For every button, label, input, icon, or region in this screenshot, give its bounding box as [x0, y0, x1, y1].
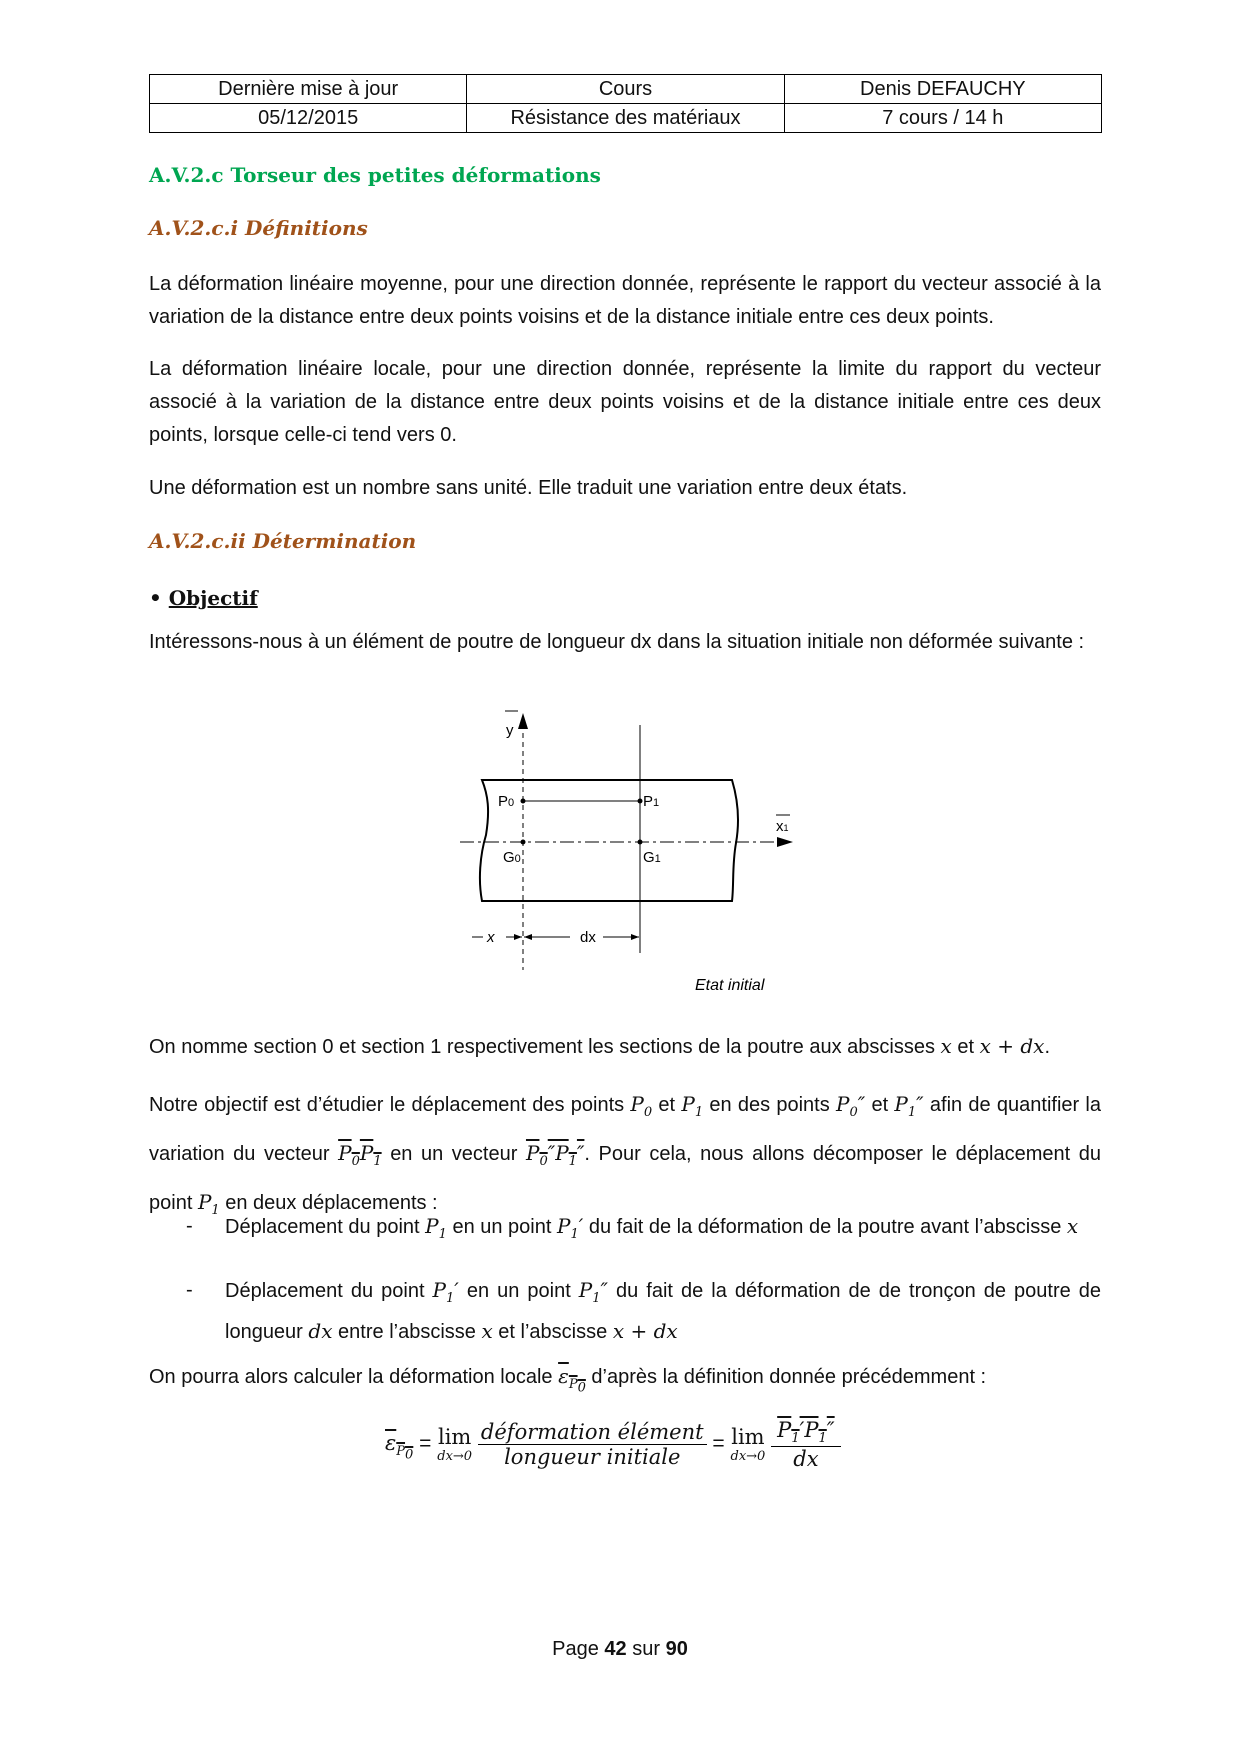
paragraph: Une déformation est un nombre sans unité. Elle traduit une variation entre deux états.: [149, 477, 908, 499]
objectif-heading: • Objectif: [149, 586, 258, 610]
header-cell: Dernière mise à jour: [150, 75, 467, 104]
beam-outline: [480, 780, 738, 901]
header-table: [149, 74, 1102, 133]
point-p0: [521, 799, 526, 804]
x-axis-label: x1: [776, 818, 789, 835]
page-footer: Page 42 sur 90: [552, 1638, 688, 1660]
subsection-heading-determination: A.V.2.c.ii Détermination: [149, 529, 417, 553]
point-g0: [521, 840, 526, 845]
header-cell: Denis DEFAUCHY: [784, 75, 1101, 104]
paragraph-calc: On pourra alors calculer la déformation locale $\varepsilon_{P_0}$ d’après la définition donnée précédemment :: [149, 1364, 987, 1396]
beam-diagram: [450, 705, 810, 1005]
g1-label: G1: [643, 849, 661, 866]
paragraph: La déformation linéaire locale, pour une direction donnée, représente la limite du rapport du vecteur associé à la variation de la distance entre deux points voisins et de la distance initiale entre ces deux points, lorsque celle-ci tend vers 0.: [149, 358, 1101, 446]
dx-dimension-label: dx: [580, 929, 596, 946]
paragraph-sections: On nomme section 0 et section 1 respectivement les sections de la poutre aux abscisses x et x + dx.: [149, 1034, 1050, 1058]
section-heading: A.V.2.c Torseur des petites déformations: [149, 163, 601, 187]
subsection-heading-definitions: A.V.2.c.i Définitions: [149, 216, 368, 240]
p1-label: P1: [643, 793, 660, 810]
header-cell: 7 cours / 14 h: [784, 104, 1101, 133]
x-arrow-icon: [777, 837, 793, 847]
header-cell: 05/12/2015: [150, 104, 467, 133]
bullet-item: - Déplacement du point $P_1'$ en un point $P_1''$ du fait de la déformation de de tronçon de poutre de longueur dx entre l’abscisse x et l’abscisse x + dx: [186, 1278, 1101, 1343]
figure-caption: Etat initial: [695, 977, 765, 994]
paragraph-objective: Notre objectif est d’étudier le déplacement des points $P_0$ et $P_1$ en des points $P_0''$ et $P_1''$ afin de quantifier la variation du vecteur $P_0P_1$ en un vecteur $P_0''P_1''$. Pour cela, nous allons décomposer le déplacement du point $P_1$ en deux déplacements :: [149, 1092, 1101, 1218]
p0-label: P0: [498, 793, 515, 810]
header-cell: Cours: [467, 75, 784, 104]
point-p1: [638, 799, 643, 804]
header-cell: Résistance des matériaux: [467, 104, 784, 133]
paragraph: La déformation linéaire moyenne, pour une direction donnée, représente le rapport du vecteur associé à la variation de la distance entre deux points voisins et de la distance initiale entre ces deux points.: [149, 273, 1101, 328]
formula: $\varepsilon_{P_0} = \lim$ dx→0 $\frac{\text{déformation élément}}{\text{longueur initiale}}$ = lim dx→0 $\frac{P_1'P_1''}{dx}$: [385, 1418, 841, 1471]
objectif-label: Objectif: [168, 586, 258, 610]
point-g1: [638, 840, 643, 845]
bullet-item: - Déplacement du point $P_1$ en un point $P_1'$ du fait de la déformation de la poutre avant l’abscisse x: [186, 1214, 1079, 1242]
g0-label: G0: [503, 849, 521, 866]
paragraph: Intéressons-nous à un élément de poutre de longueur dx dans la situation initiale non déformée suivante :: [149, 631, 1085, 653]
x-dimension-label: x: [487, 929, 495, 946]
y-axis-label: y: [506, 722, 514, 739]
y-arrow-icon: [518, 713, 528, 729]
